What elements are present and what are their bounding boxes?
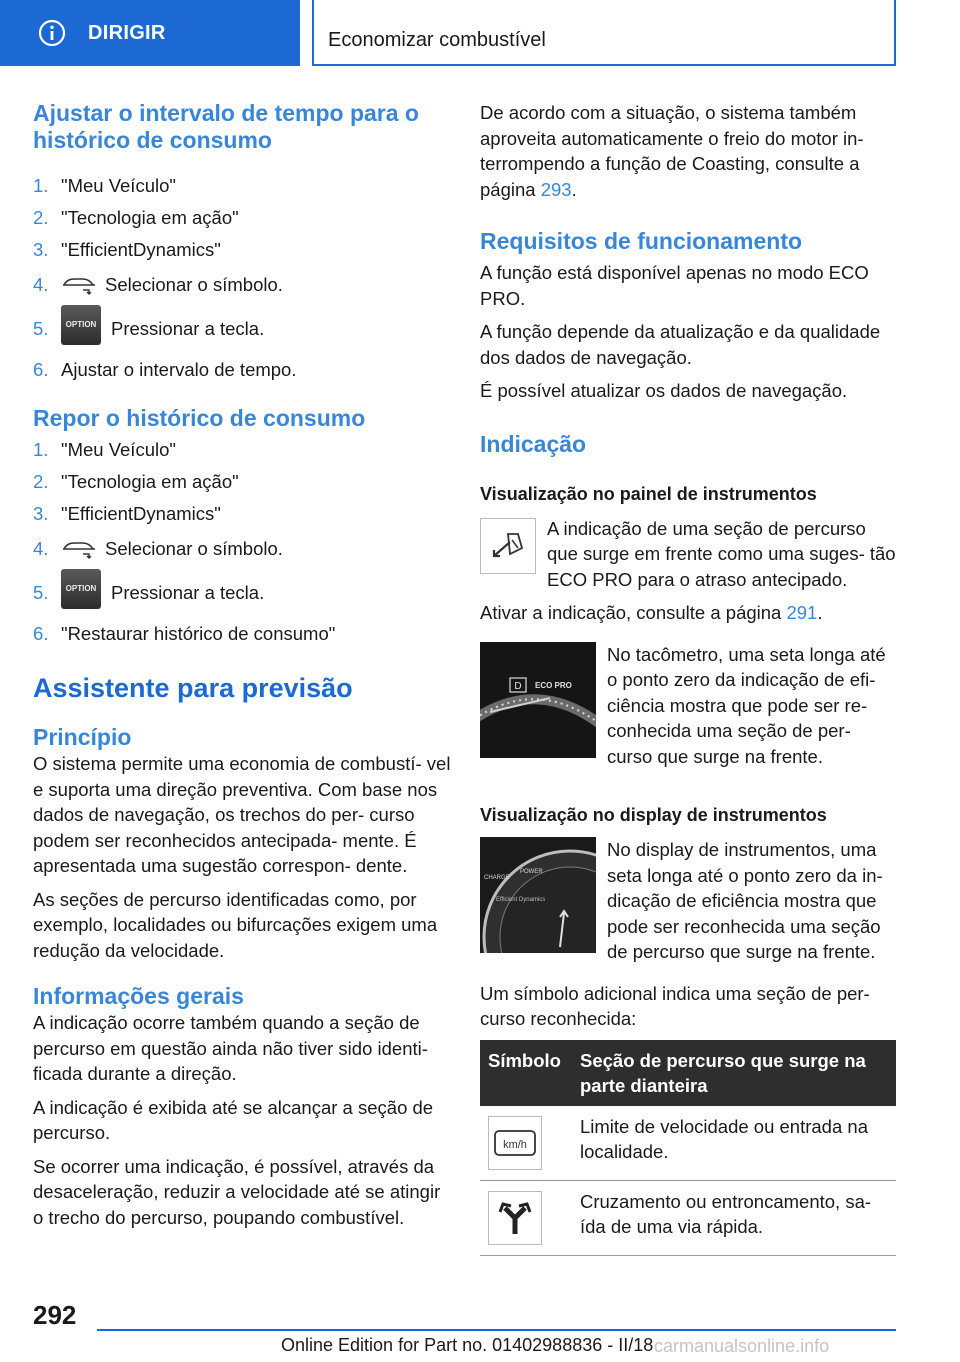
list-item: 1. "Meu Veículo"	[33, 175, 176, 197]
watermark: carmanualsonline.info	[654, 1336, 830, 1356]
table-row	[480, 1106, 896, 1181]
display-image	[480, 837, 596, 953]
table-row	[480, 1180, 896, 1255]
eco-pro-label: ECO PRO	[535, 680, 572, 690]
list-item: 2. "Tecnologia em ação"	[33, 207, 239, 229]
display-photo	[480, 837, 596, 953]
list-item: 4. Selecionar o símbolo.	[33, 274, 283, 296]
paragraph: No display de instrumentos, uma seta longa até o ponto zero da in- dicação de eficiência mostra que pode ser reconhecida uma seção de percurso que surge na frente.	[607, 839, 883, 962]
table-cell	[480, 1180, 572, 1255]
heading-assistente: Assistente para previsão	[33, 673, 353, 703]
tacometro-figure-row	[480, 642, 896, 770]
car-symbol-icon	[61, 538, 97, 560]
heading-painel: Visualização no painel de instrumentos	[480, 483, 817, 504]
heading-indicacao: Indicação	[480, 430, 587, 457]
heading-ajustar-intervalo: Ajustar o intervalo de tempo para o histórico de consumo	[33, 100, 419, 153]
steps-intervalo	[33, 170, 453, 386]
table-cell	[480, 1106, 572, 1181]
table-header-row	[480, 1040, 896, 1106]
power-label: POWER	[520, 869, 543, 875]
chapter-box	[312, 0, 896, 66]
paragraph: É possível atualizar os dados de navegação.	[480, 380, 848, 401]
charge-label: CHARGE	[484, 875, 510, 881]
tachometer-photo	[480, 642, 596, 758]
page-link[interactable]: 293	[540, 178, 572, 200]
paragraph: A função depende da atualização e da qualidade dos dados de navegação.	[480, 321, 881, 368]
paragraph: A indicação ocorre também quando a seção de percurso em questão ainda não tiver sido identi- ficada durante a direção.	[33, 1012, 428, 1084]
display-figure-row	[480, 837, 896, 965]
paragraph: A função está disponível apenas no modo ECO PRO.	[480, 262, 869, 309]
table-cell: Cruzamento ou entroncamento, sa- ída de uma via rápida.	[572, 1180, 896, 1255]
table-header: Seção de percurso que surge na parte dianteira	[572, 1040, 896, 1106]
left-column	[33, 100, 453, 1230]
gear-indicator: D	[514, 680, 522, 692]
table-header: Símbolo	[480, 1040, 572, 1106]
junction-symbol	[488, 1191, 542, 1245]
heading-informacoes-gerais: Informações gerais	[33, 983, 244, 1009]
efficient-dynamics-label: Efficient Dynamics	[496, 897, 546, 903]
tachometer-image	[480, 642, 596, 758]
footer-divider	[97, 1329, 896, 1331]
paragraph: Se ocorrer uma indicação, é possível, através da desaceleração, reduzir a velocidade até se atingir o trecho do percurso, poupando combustível.	[33, 1155, 441, 1228]
steps-repor	[33, 434, 453, 650]
list-item: 6. "Restaurar histórico de consumo"	[33, 623, 336, 645]
list-item: 2. "Tecnologia em ação"	[33, 471, 239, 493]
painel-icon-row	[480, 516, 896, 593]
list-item: 3. "EfficientDynamics"	[33, 239, 221, 261]
table-cell: Limite de velocidade ou entrada na localidade.	[572, 1106, 896, 1181]
option-button-icon: OPTION	[61, 305, 101, 345]
page-number: 292	[33, 1300, 77, 1330]
chapter-title: Economizar combustível	[328, 29, 546, 51]
paragraph: A indicação é exibida até se alcançar a seção de percurso.	[33, 1096, 434, 1143]
page-header	[0, 0, 960, 66]
svg-text:km/h: km/h	[503, 1138, 527, 1151]
section-tab	[0, 0, 300, 66]
paragraph: De acordo com a situação, o sistema também aproveita automaticamente o freio do motor in- terrompendo a função de Coasting, consulte a página 293.	[480, 102, 864, 200]
paragraph: O sistema permite uma economia de combustí- vel e suporta uma direção preventiva. Com base nos dados de navegação, os trechos do per- curso podem ser reconhecidos antecipada- mente. É apresentada uma sugestão correspon- dente.	[33, 753, 451, 876]
paragraph: No tacômetro, uma seta longa até o ponto zero da indicação de efi- ciência mostra que pode ser re- conhecida uma seção de per- curso que surge na frente.	[607, 643, 886, 767]
paragraph: A indicação de uma seção de percurso que surge em frente como uma suges- tão ECO PRO para o atraso antecipado.	[547, 517, 896, 590]
heading-repor-historico: Repor o histórico de consumo	[33, 405, 366, 431]
paragraph: Ativar a indicação, consulte a página 291.	[480, 602, 823, 623]
heading-display: Visualização no display de instrumentos	[480, 805, 827, 825]
right-column	[480, 100, 896, 1256]
speed-limit-symbol	[488, 1116, 542, 1170]
list-item: 3. "EfficientDynamics"	[33, 503, 221, 525]
paragraph: As seções de percurso identificadas como, por exemplo, localidades ou bifurcações exigem uma redução da velocidade.	[33, 888, 438, 961]
heading-principio: Princípio	[33, 724, 132, 750]
eco-pro-warning-symbol	[480, 518, 536, 574]
list-item: 5. OPTION Pressionar a tecla.	[33, 304, 453, 354]
edition-text: Online Edition for Part no. 01402988836 - II/18	[281, 1335, 654, 1355]
speed-sign-icon	[493, 1128, 537, 1158]
symbol-table	[480, 1040, 896, 1256]
list-item: 1. "Meu Veículo"	[33, 439, 176, 461]
page-link[interactable]: 291	[786, 602, 818, 623]
paragraph: Um símbolo adicional indica uma seção de per- curso reconhecida:	[480, 982, 870, 1029]
road-section-icon	[488, 526, 528, 566]
list-item: 6. Ajustar o intervalo de tempo.	[33, 359, 297, 381]
car-symbol-icon	[61, 274, 97, 296]
section-label: DIRIGIR	[88, 21, 166, 44]
heading-requisitos: Requisitos de funcionamento	[480, 228, 803, 254]
junction-icon	[495, 1198, 535, 1238]
list-item: 4. Selecionar o símbolo.	[33, 538, 283, 560]
list-item: 5. OPTION Pressionar a tecla.	[33, 568, 453, 618]
option-button-icon: OPTION	[61, 569, 101, 609]
info-icon	[38, 19, 66, 47]
